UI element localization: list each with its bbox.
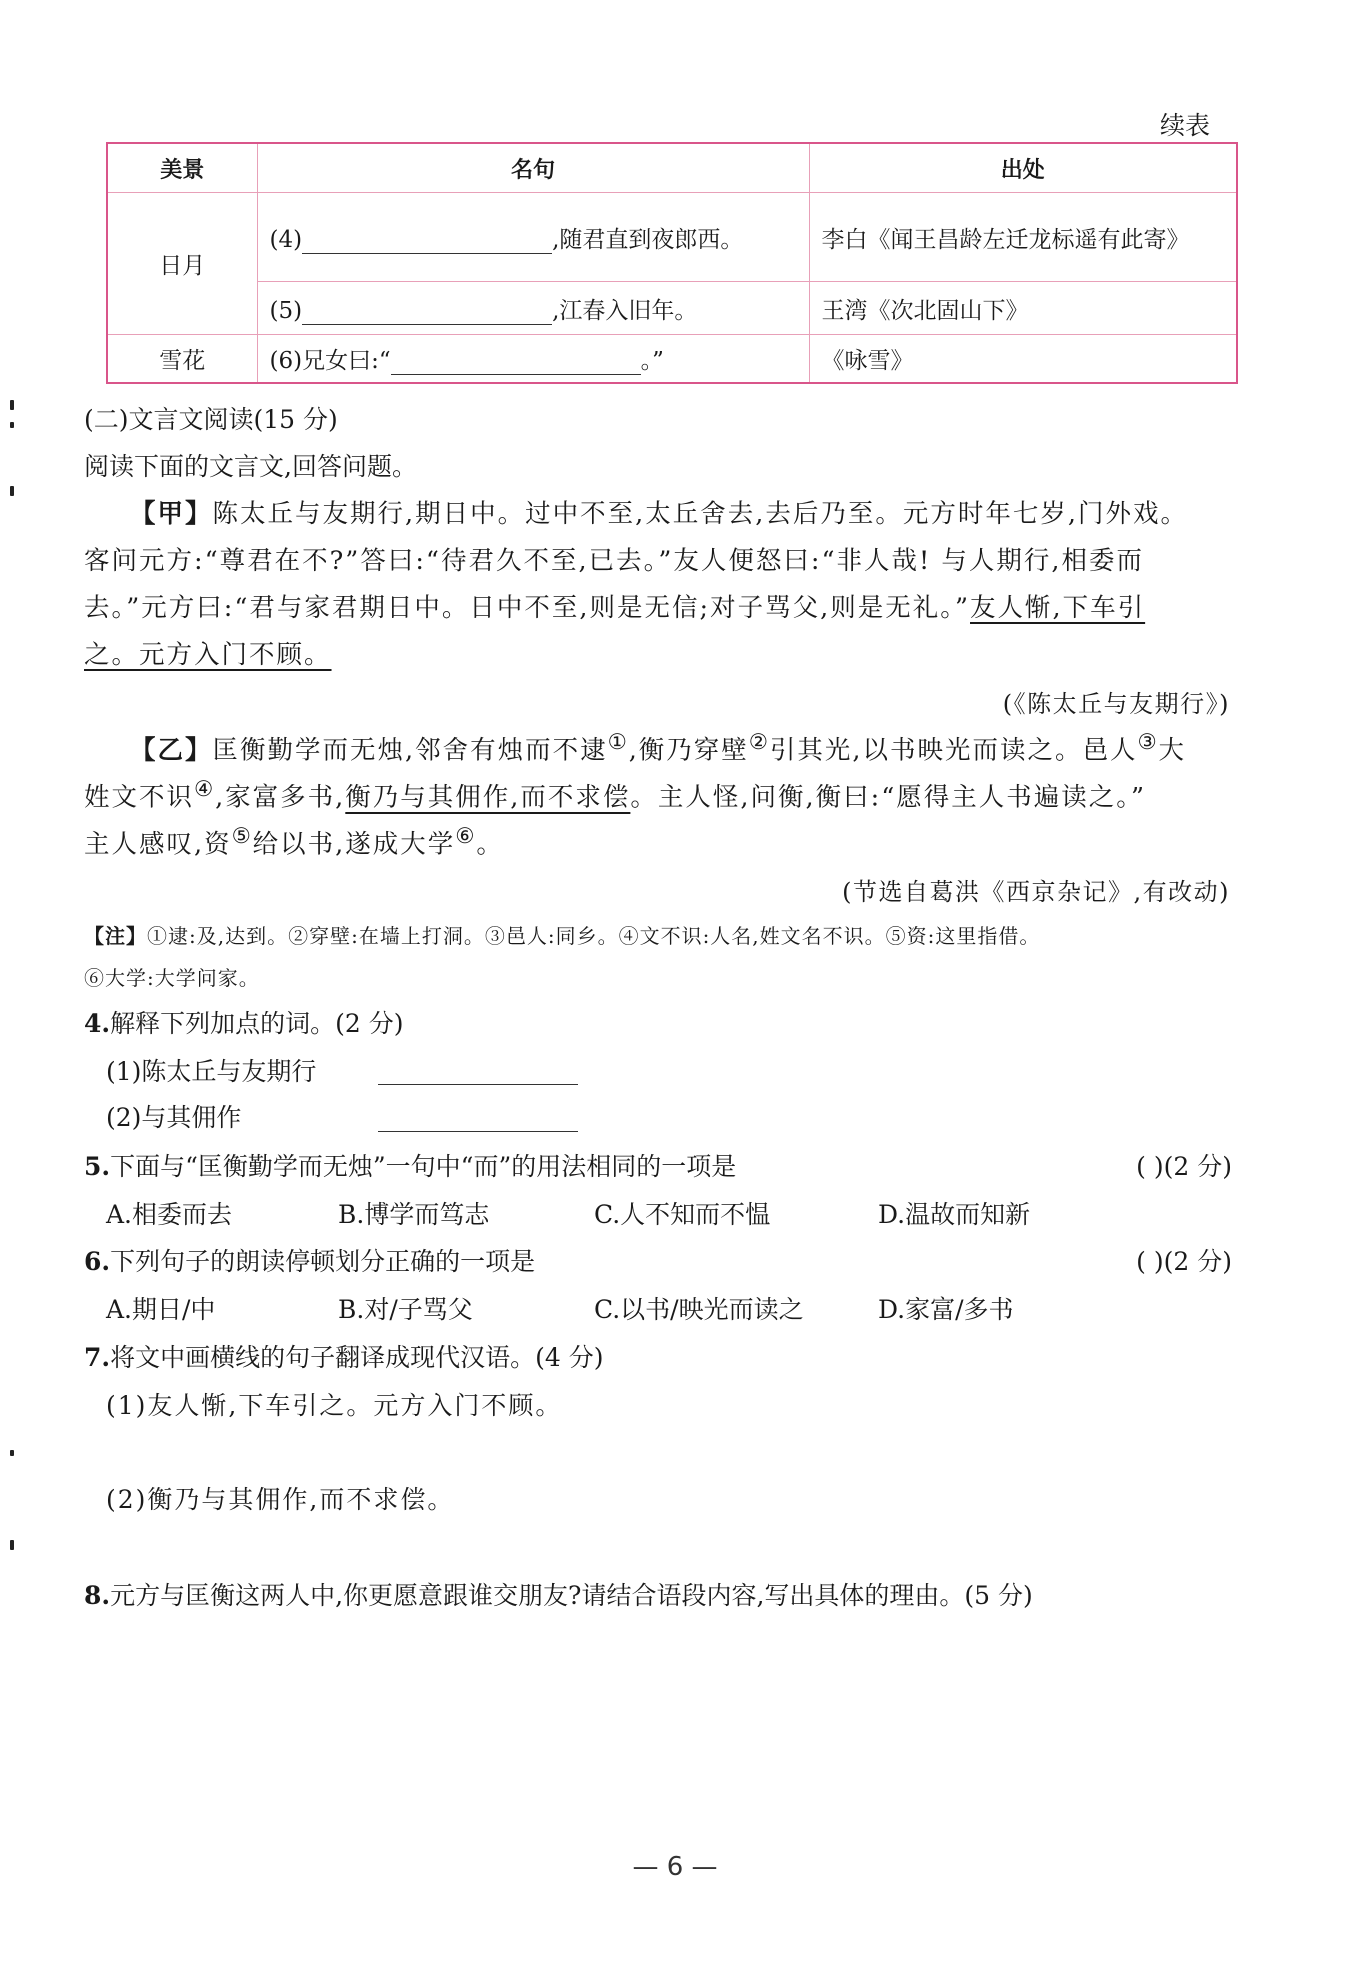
question-text: 将文中画横线的句子翻译成现代汉语。(4 分) (110, 1343, 604, 1372)
passage-jia-line-4 (84, 635, 332, 671)
question-8 (84, 1576, 1033, 1612)
question-text: 下列句子的朗读停顿划分正确的一项是 (110, 1247, 536, 1276)
quote-text: 。” (640, 347, 664, 374)
question-number: 6. (84, 1247, 111, 1276)
answer-blank[interactable] (378, 1107, 578, 1132)
header-quote: 名句 (257, 143, 809, 193)
q5-option-c[interactable]: C.人不知而不愠 (594, 1200, 771, 1229)
answer-blank[interactable] (391, 350, 641, 375)
margin-mark (10, 400, 14, 410)
q6-option-b[interactable]: B.对/子骂父 (338, 1295, 473, 1324)
poem-table (106, 142, 1238, 384)
passage-text: 姓文不识 (84, 782, 195, 813)
q5-option-a[interactable]: A.相委而去 (106, 1200, 233, 1229)
question-number: 5. (84, 1152, 111, 1181)
table-row (107, 193, 1237, 282)
page-number: — 6 — (632, 1852, 718, 1882)
header-source: 出处 (809, 143, 1237, 193)
q4-item-1: (1)陈太丘与友期行 (106, 1057, 317, 1086)
answer-blank[interactable] (378, 1060, 578, 1085)
question-5 (84, 1147, 736, 1183)
passage-text: 陈太丘与友期行,期日中。过中不至,太丘舍去,去后乃至。元方时年七岁,门外戏。 (212, 499, 1188, 529)
question-text: 解释下列加点的词。(2 分) (110, 1009, 404, 1038)
table-header-row (107, 143, 1237, 193)
q5-option-b[interactable]: B.博学而笃志 (338, 1200, 490, 1229)
margin-mark (10, 1450, 14, 1456)
table-row (107, 282, 1237, 335)
passage-yi-source: (节选自葛洪《西京杂记》,有改动) (842, 878, 1230, 906)
passage-tag-jia: 【甲】 (130, 499, 213, 529)
answer-bracket[interactable]: ( )(2 分) (1136, 1152, 1232, 1181)
item-number: (4) (269, 226, 303, 253)
source-cell: 李白《闻王昌龄左迁龙标遥有此寄》 (809, 193, 1237, 282)
notes-tag: 【注】 (84, 924, 147, 948)
header-scenery: 美景 (107, 143, 257, 193)
category-snow: 雪花 (107, 335, 257, 383)
quote-text: ,江春入旧年。 (552, 297, 698, 324)
passage-jia-line-1 (130, 494, 1188, 530)
underlined-sentence: 衡乃与其佣作,而不求偿 (345, 782, 631, 813)
footnote-mark: ④ (194, 777, 216, 802)
question-number: 8. (84, 1581, 111, 1610)
q6-option-a[interactable]: A.期日/中 (106, 1295, 216, 1324)
q7-item-2: (2)衡乃与其佣作,而不求偿。 (106, 1485, 455, 1514)
passage-text: 。 (476, 829, 504, 860)
q5-option-d[interactable]: D.温故而知新 (878, 1200, 1031, 1229)
underlined-sentence: 友人惭,下车引 (970, 593, 1146, 623)
item-number: (5) (269, 297, 303, 324)
passage-text: ,衡乃穿壁 (628, 735, 749, 766)
quote-cell (257, 193, 809, 282)
table-row (107, 335, 1237, 383)
question-7 (84, 1338, 603, 1374)
margin-mark (10, 486, 14, 496)
question-number: 7. (84, 1343, 111, 1372)
footnote-mark: ③ (1137, 730, 1159, 755)
passage-text: 。主人怪,问衡,衡曰:“愿得主人书遍读之。” (630, 782, 1147, 813)
answer-blank[interactable] (302, 300, 552, 325)
passage-text: 大 (1158, 735, 1187, 766)
passage-jia-line-3 (84, 588, 1145, 624)
q6-option-c[interactable]: C.以书/映光而读之 (594, 1295, 804, 1324)
passage-text: 主人感叹,资 (84, 829, 232, 860)
footnote-mark: ① (607, 730, 629, 755)
section-title: (二)文言文阅读(15 分) (84, 405, 338, 434)
passage-jia-source: (《陈太丘与友期行》) (1002, 690, 1230, 718)
notes-line-1 (84, 920, 1040, 949)
q6-option-d[interactable]: D.家富/多书 (878, 1295, 1014, 1324)
notes-text: ①逮:及,达到。②穿壁:在墙上打洞。③邑人:同乡。④文不识:人名,姓文名不识。⑤资:这里指借。 (147, 924, 1041, 948)
passage-yi-line-1 (130, 730, 1186, 767)
passage-text: ,家富多书, (215, 782, 346, 813)
footnote-mark: ⑥ (455, 824, 477, 849)
passage-yi-line-2 (84, 777, 1146, 814)
source-cell: 《咏雪》 (809, 335, 1237, 383)
category-sun-moon: 日月 (107, 193, 257, 335)
passage-text: 引其光,以书映光而读之。邑人 (769, 735, 1138, 766)
q7-item-1: (1)友人惭,下车引之。元方入门不顾。 (106, 1391, 563, 1420)
answer-blank[interactable] (302, 229, 552, 254)
passage-yi-line-3 (84, 824, 504, 861)
passage-tag-yi: 【乙】 (130, 735, 213, 766)
margin-mark (10, 1540, 14, 1550)
notes-line-2: ⑥大学:大学问家。 (84, 966, 260, 990)
item-number: (6)兄女曰:“ (269, 347, 391, 374)
q4-item-2: (2)与其佣作 (106, 1103, 242, 1132)
passage-text: 给以书,遂成大学 (252, 829, 456, 860)
question-4 (84, 1004, 403, 1040)
passage-jia-line-2: 客问元方:“尊君在不?”答曰:“待君久不至,已去。”友人便怒曰:“非人哉! 与人期行,相委而 (84, 546, 1144, 576)
continued-label: 续表 (1160, 111, 1211, 140)
quote-cell (257, 282, 809, 335)
question-number: 4. (84, 1009, 111, 1038)
instruction: 阅读下面的文言文,回答问题。 (84, 452, 417, 481)
underlined-sentence: 之。元方入门不顾。 (84, 640, 332, 670)
question-text: 元方与匡衡这两人中,你更愿意跟谁交朋友?请结合语段内容,写出具体的理由。(5 分) (110, 1581, 1033, 1610)
question-text: 下面与“匡衡勤学而无烛”一句中“而”的用法相同的一项是 (110, 1152, 737, 1181)
passage-text: 去。”元方曰:“君与家君期日中。日中不至,则是无信;对子骂父,则是无礼。” (84, 593, 971, 623)
quote-text: ,随君直到夜郎西。 (552, 226, 744, 253)
question-6 (84, 1242, 535, 1278)
quote-cell (257, 335, 809, 383)
footnote-mark: ② (748, 730, 770, 755)
answer-bracket[interactable]: ( )(2 分) (1136, 1247, 1232, 1276)
margin-mark (10, 422, 14, 428)
passage-text: 匡衡勤学而无烛,邻舍有烛而不逮 (212, 735, 608, 766)
source-cell: 王湾《次北固山下》 (809, 282, 1237, 335)
footnote-mark: ⑤ (231, 824, 253, 849)
